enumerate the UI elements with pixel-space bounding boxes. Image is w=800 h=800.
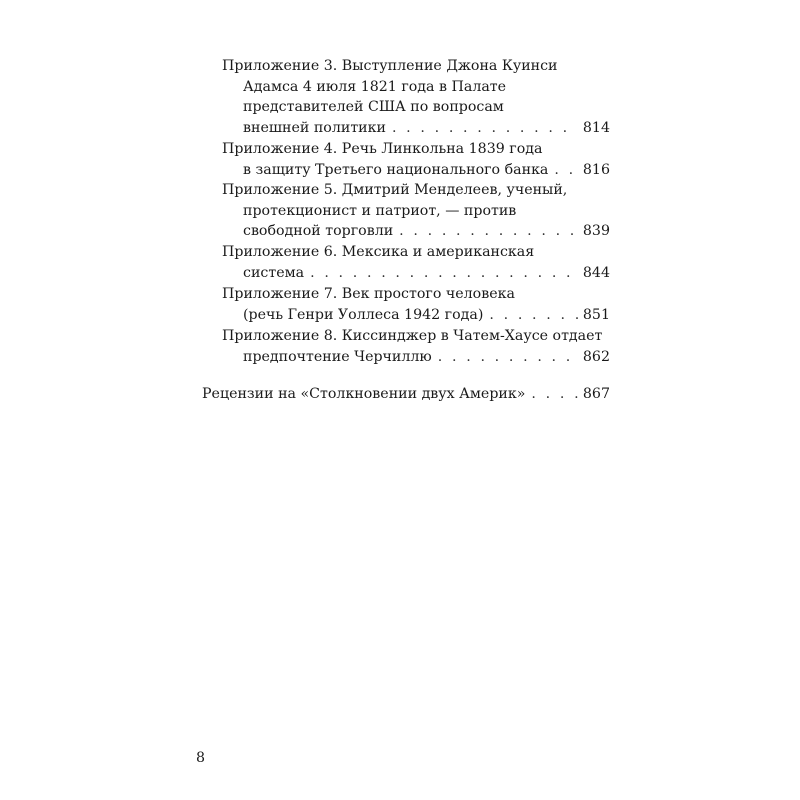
toc-entry-appendix-6 — [222, 242, 610, 283]
toc-entry-line: Адамса 4 июля 1821 года в Палате — [243, 78, 507, 95]
toc-page-number: 816 — [582, 161, 610, 178]
toc-entry-last-line — [222, 263, 610, 284]
dot-leader — [438, 347, 578, 368]
toc-entry-line: Приложение 7. Век простого человека — [222, 286, 515, 302]
toc-entry-line: Приложение 6. Мексика и американская — [222, 244, 535, 260]
toc-entry-appendix-5 — [222, 180, 610, 242]
dot-leader — [399, 221, 578, 242]
toc-entry-line: протекционист и патриот, — против — [243, 202, 517, 219]
toc-entry-line: представителей США по вопросам — [243, 99, 504, 115]
toc-page-number: 862 — [582, 348, 610, 365]
toc-entry-line: (речь Генри Уоллеса 1942 года) — [243, 306, 484, 323]
toc-entry-last-line — [222, 160, 610, 181]
toc-entry-line: Приложение 3. Выступление Джона Куинси — [222, 58, 558, 74]
toc-entry-line: внешней политики — [243, 119, 386, 136]
toc-page-number: 851 — [582, 306, 610, 323]
toc-entry-last-line — [222, 305, 610, 326]
toc-entry-reviews — [202, 384, 610, 405]
toc-entry-line: Приложение 5. Дмитрий Менделеев, ученый, — [222, 182, 568, 198]
toc-entry-line: свободной торговли — [243, 223, 394, 239]
toc-entry-last-line — [222, 118, 610, 139]
toc-entry-last-line — [222, 221, 610, 242]
toc-page-number: 844 — [582, 264, 610, 281]
dot-leader — [310, 263, 578, 284]
toc-entry-last-line — [222, 347, 610, 368]
dot-leader — [554, 160, 578, 181]
toc-page-number: 814 — [582, 119, 610, 136]
toc-entry-line: система — [243, 264, 305, 281]
toc-entry-last-line — [202, 384, 610, 405]
dot-leader — [489, 305, 578, 326]
page-folio: 8 — [196, 750, 206, 766]
toc-entry-line: Приложение 8. Киссинджер в Чатем-Хаусе отдает — [222, 328, 603, 344]
dot-leader — [531, 384, 578, 405]
toc-entry-appendix-4 — [222, 139, 610, 180]
toc-entry-appendix-8 — [222, 326, 610, 367]
toc-page-number: 839 — [582, 223, 610, 239]
toc-entry-line: в защиту Третьего национального банка — [243, 161, 549, 178]
dot-leader — [392, 118, 578, 139]
toc-page-number: 867 — [582, 386, 610, 402]
toc-entry-line: предпочтение Черчиллю — [243, 348, 432, 365]
toc-entry-line: Рецензии на «Столкновении двух Америк» — [202, 386, 526, 402]
toc-entry-line: Приложение 4. Речь Линкольна 1839 года — [222, 141, 543, 157]
toc-entry-appendix-7 — [222, 284, 610, 325]
toc-entry-appendix-3 — [222, 56, 610, 138]
